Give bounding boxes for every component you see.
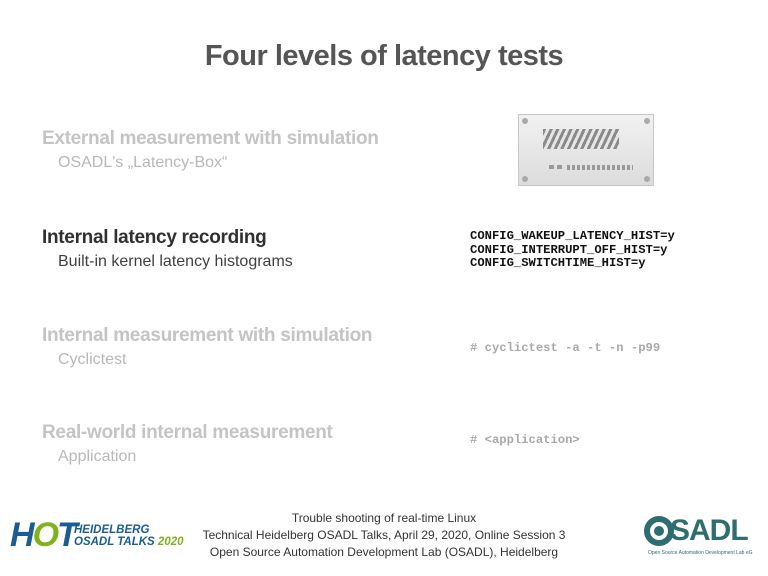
- device-button: [557, 165, 562, 169]
- cyclictest-command: # cyclictest -a -t -n -p99: [470, 341, 661, 355]
- screw-icon: [522, 176, 528, 182]
- level-subtitle: Application: [58, 448, 137, 465]
- level-heading: Internal latency recording: [42, 227, 267, 248]
- osadl-tagline: Open Source Automation Development Lab eG: [648, 550, 753, 556]
- osadl-wordmark: SADL: [670, 514, 748, 547]
- level-real-world: [42, 422, 333, 466]
- slide-title: Four levels of latency tests: [204, 40, 564, 72]
- hot-logo-line1: HEIDELBERG: [74, 524, 150, 536]
- level-heading: External measurement with simulation: [42, 128, 379, 149]
- osadl-logo: [640, 512, 762, 560]
- application-command: # <application>: [470, 433, 580, 447]
- level-internal-measurement: [42, 325, 372, 369]
- hot-logo-year: 2020: [157, 536, 184, 548]
- screw-icon: [522, 118, 528, 124]
- hot-letter-o: O: [32, 516, 58, 554]
- footer-line2: Technical Heidelberg OSADL Talks, April 29, 2020, Online Session 3: [202, 528, 566, 542]
- footer-line1: Trouble shooting of real-time Linux: [291, 511, 477, 525]
- hot-letter-t: T: [57, 516, 76, 554]
- level-external-measurement: [42, 128, 379, 172]
- screw-icon: [644, 118, 650, 124]
- vent-grille: [543, 129, 619, 149]
- screw-icon: [644, 176, 650, 182]
- kernel-config-code: CONFIG_WAKEUP_LATENCY_HIST=y CONFIG_INTERRUPT_OFF_HIST=y CONFIG_SWITCHTIME_HIST=y: [470, 229, 675, 270]
- led-row: [567, 165, 633, 170]
- level-subtitle: Cyclictest: [58, 351, 127, 368]
- latency-box-device-image: [518, 114, 654, 186]
- hot-logo-talks: OSADL TALKS: [74, 536, 155, 548]
- level-subtitle: Built-in kernel latency histograms: [58, 253, 293, 270]
- footer-line3: Open Source Automation Development Lab (OSADL), Heidelberg: [209, 545, 559, 559]
- device-button: [549, 165, 554, 169]
- level-internal-recording: [42, 227, 293, 271]
- level-heading: Internal measurement with simulation: [42, 325, 373, 346]
- hot-letter-h: H: [10, 516, 33, 554]
- level-heading: Real-world internal measurement: [42, 422, 333, 443]
- level-subtitle: OSADL's „Latency-Box“: [58, 154, 228, 171]
